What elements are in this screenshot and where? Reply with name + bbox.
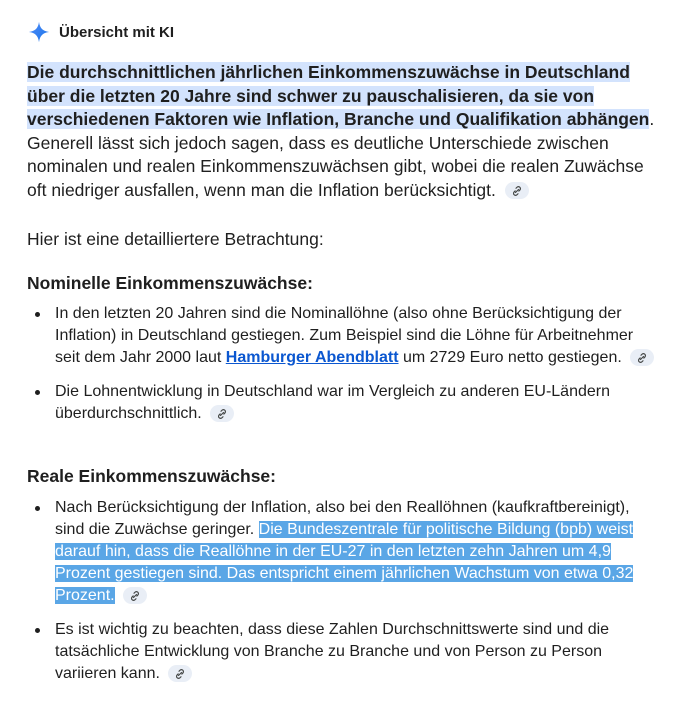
nominal-item1-end: um 2729 Euro netto gestiegen. — [398, 349, 622, 366]
overview-title: Übersicht mit KI — [59, 23, 175, 41]
list-item — [27, 497, 657, 607]
real-list — [27, 497, 657, 697]
source-link-icon[interactable] — [168, 665, 192, 682]
list-item — [27, 381, 657, 425]
intro-rest: Generell lässt sich jedoch sagen, dass es deutliche Unterschiede zwischen nominalen und realen Einkommenszuwächsen gibt, wobei die realen Zuwächse oft niedriger ausfallen, wenn man die Inflation berücksichtigt. — [27, 132, 644, 200]
real-heading: Reale Einkommenszuwächse: — [27, 466, 276, 486]
hamburger-abendblatt-link[interactable]: Hamburger Abendblatt — [225, 349, 399, 366]
source-link-icon[interactable] — [505, 182, 529, 199]
source-link-icon[interactable] — [123, 587, 147, 604]
real-item1-text: Nach Berücksichtigung der Inflation, also bei den Reallöhnen (kaufkraftbereinigt), sind die Zuwächse geringer. — [55, 499, 630, 538]
nominal-item1-text: In den letzten 20 Jahren sind die Nominallöhne (also ohne Berücksichtigung der Inflation) in Deutschland gestiegen. Zum Beispiel sind die Löhne für Arbeitnehmer seit dem Jahr 2000 laut — [55, 305, 634, 366]
intro-paragraph — [27, 61, 657, 202]
real-item2-text: Es ist wichtig zu beachten, dass diese Zahlen Durchschnittswerte sind und die tatsächliche Entwicklung von Branche zu Branche und von Person zu Person variieren kann. — [55, 621, 610, 682]
highlighted-bpb-statement: Die Bundeszentrale für politische Bildung (bpb) weist darauf hin, dass die Reallöhne in der EU-27 in den letzten zehn Jahren um 4,9 Prozent gestiegen sind. Das entspricht einem jährlichen Wachstum von etwa 0,32 Prozent. — [55, 521, 634, 604]
overview-header — [28, 21, 174, 43]
nominal-heading: Nominelle Einkommenszuwächse: — [27, 273, 313, 293]
nominal-list — [27, 303, 657, 437]
highlighted-summary: Die durchschnittlichen jährlichen Einkommenszuwächse in Deutschland über die letzten 20 Jahre sind schwer zu pauschalisieren, da sie von verschiedenen Faktoren wie Inflation, Branche und Qualifikation abhängen — [27, 62, 650, 129]
list-item — [27, 619, 657, 685]
source-link-icon[interactable] — [630, 349, 654, 366]
nominal-item2-text: Die Lohnentwicklung in Deutschland war im Vergleich zu anderen EU-Ländern überdurchschnittlich. — [55, 383, 610, 422]
intro-period: . — [649, 109, 655, 129]
source-link-icon[interactable] — [210, 405, 234, 422]
list-item — [27, 303, 657, 369]
detail-intro: Hier ist eine detailliertere Betrachtung: — [27, 229, 324, 249]
sparkle-icon — [28, 21, 50, 43]
